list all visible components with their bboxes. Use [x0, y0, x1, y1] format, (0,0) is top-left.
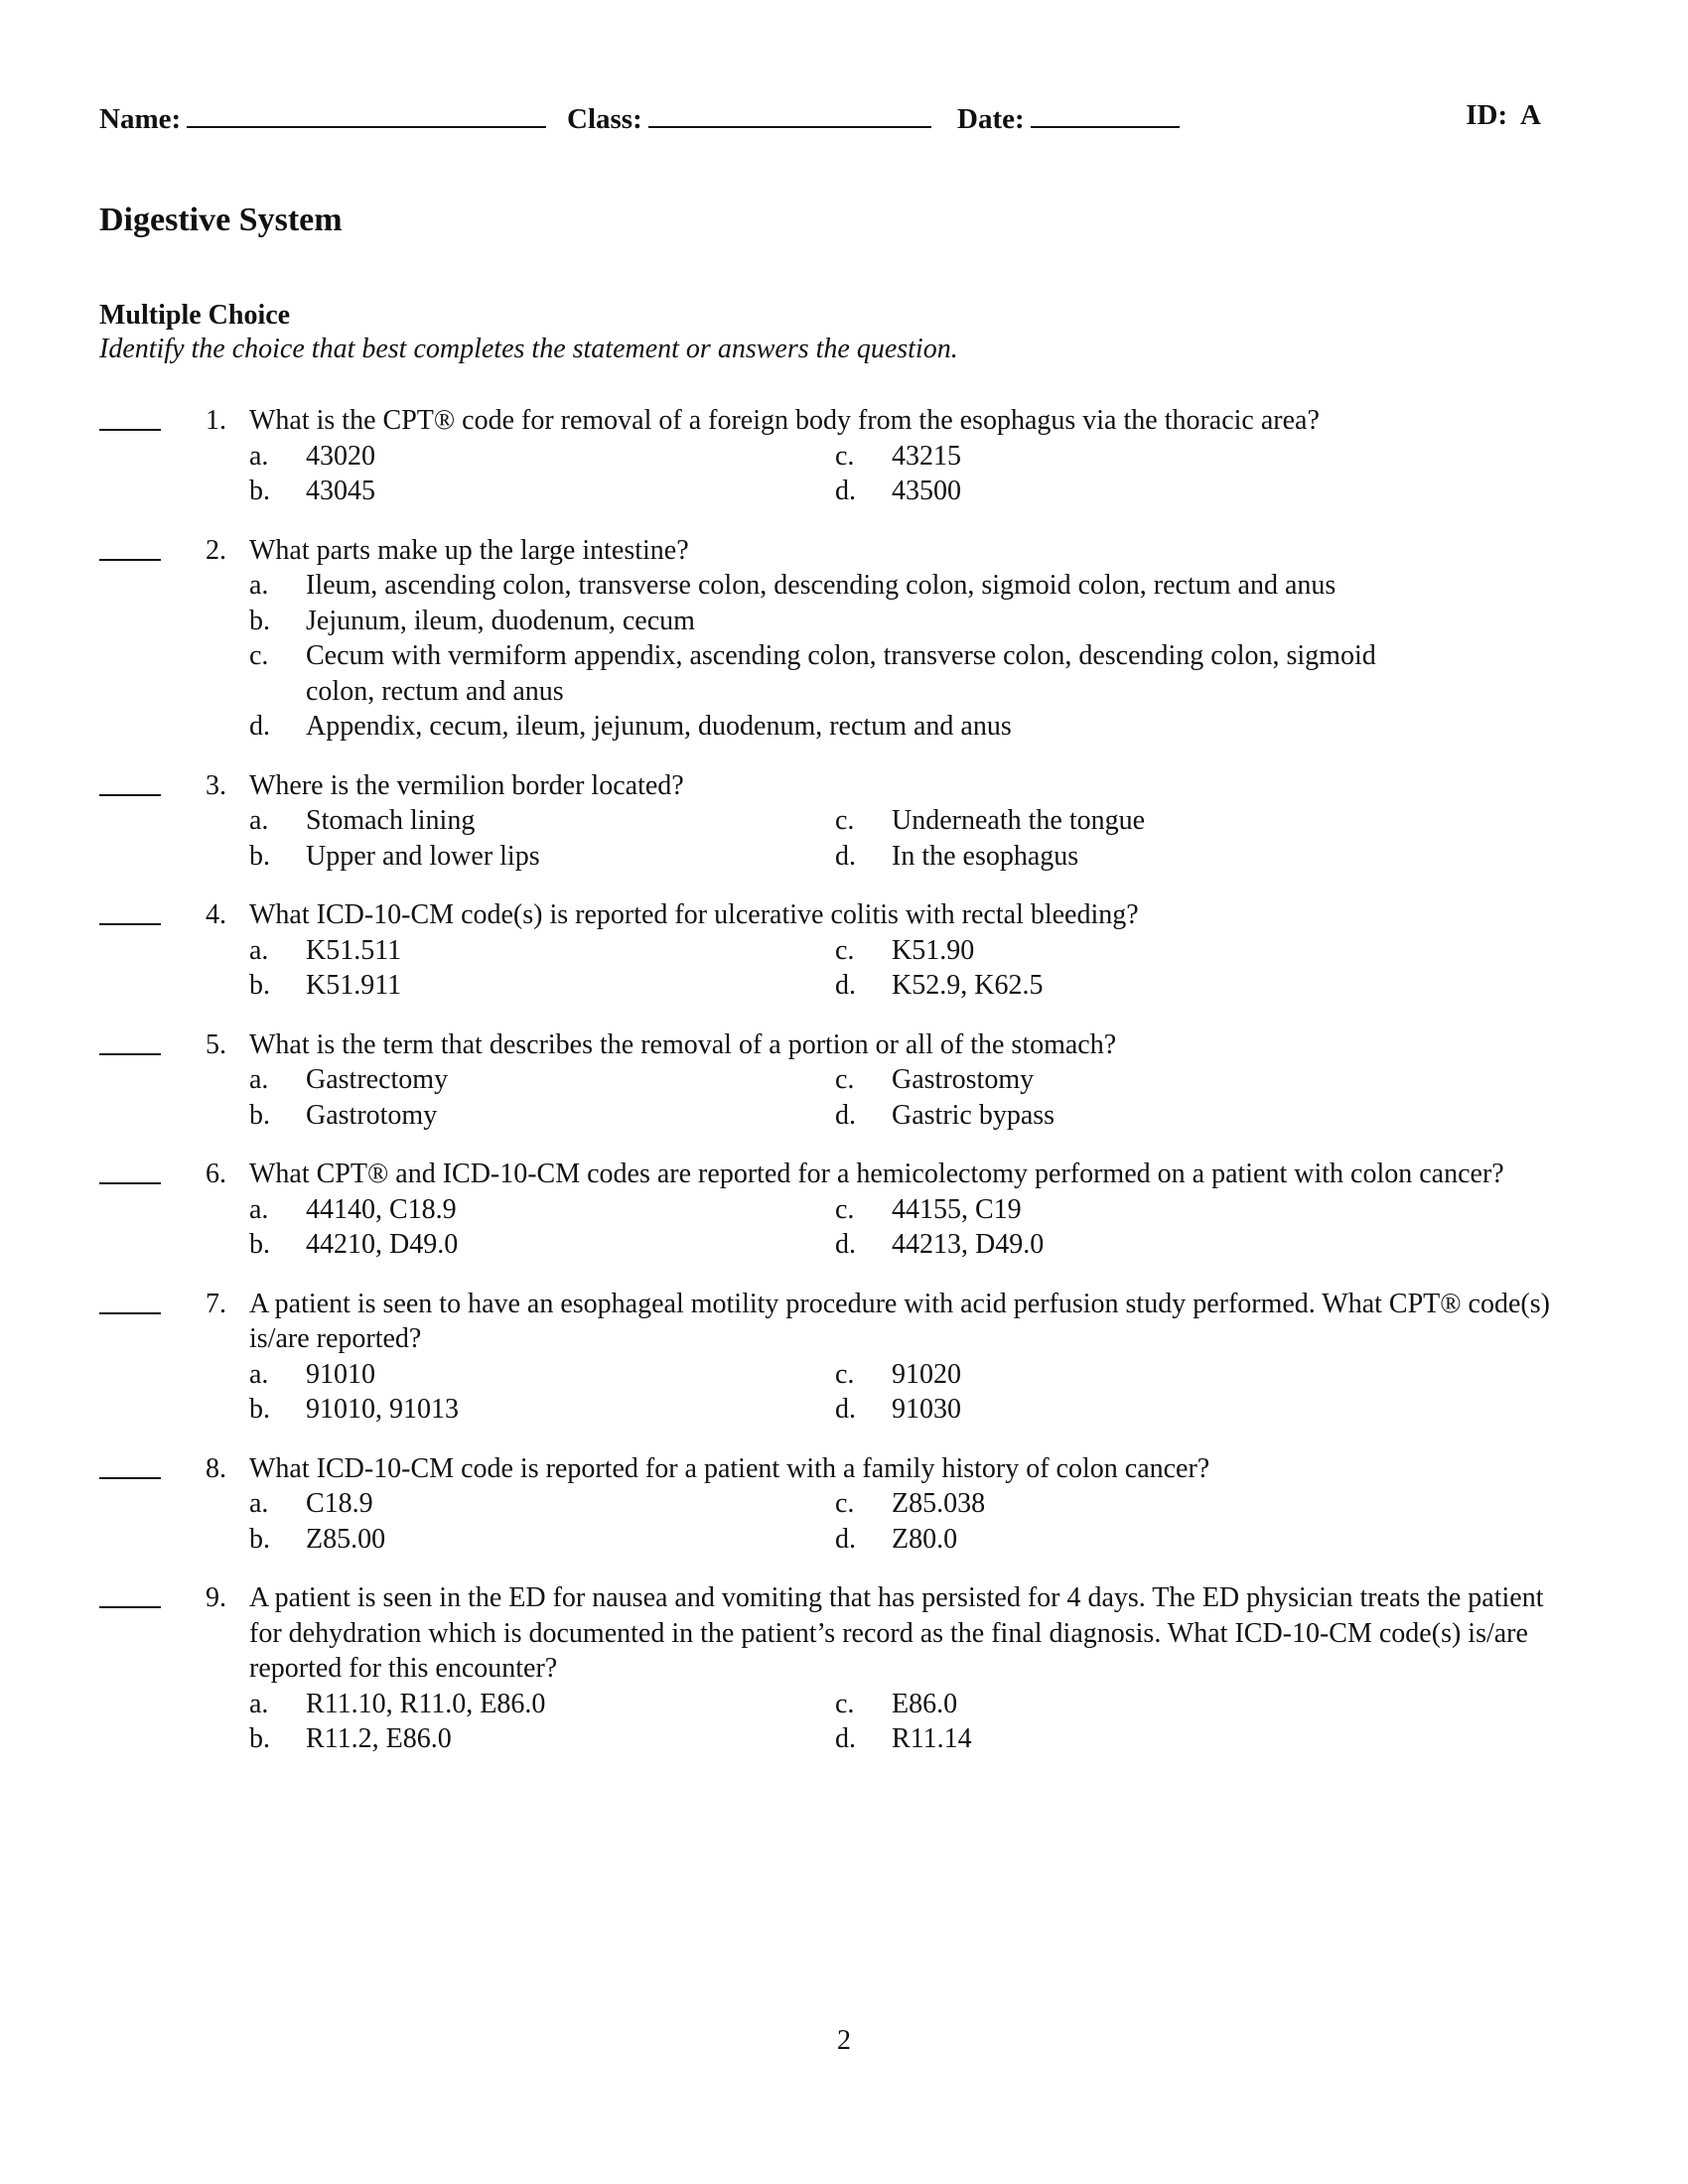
question-number: 3.	[206, 769, 226, 801]
choice-letter: b.	[249, 605, 270, 636]
answer-blank[interactable]	[99, 1580, 161, 1608]
choice-letter: a.	[249, 805, 269, 836]
choice-a[interactable]	[249, 1357, 835, 1393]
question-number: 6.	[206, 1159, 226, 1189]
choice-d[interactable]	[835, 839, 1421, 875]
question-list	[0, 403, 1688, 1781]
question-text: A patient is seen to have an esophageal motility procedure with acid perfusion study performed. What CPT® code(s) is/are reported?	[249, 1288, 1550, 1354]
question-1	[0, 403, 1688, 509]
choice-text: R11.14	[892, 1723, 972, 1754]
choice-letter: b.	[249, 1229, 270, 1260]
choice-letter: a.	[249, 1064, 269, 1095]
choice-text: 91020	[892, 1358, 961, 1390]
choice-text: 44213, D49.0	[892, 1229, 1045, 1260]
choice-letter: d.	[249, 711, 270, 742]
choice-letter: d.	[835, 476, 856, 506]
id-value: A	[1520, 99, 1541, 131]
choice-text: C18.9	[306, 1488, 373, 1519]
choice-text: Z85.038	[892, 1488, 986, 1519]
class-blank-line[interactable]	[648, 99, 931, 128]
question-number: 8.	[206, 1452, 226, 1484]
answer-blank[interactable]	[99, 768, 161, 796]
choice-letter: a.	[249, 440, 269, 472]
section-heading: Multiple Choice	[99, 300, 291, 331]
choices	[249, 1192, 1688, 1263]
choice-text: Gastric bypass	[892, 1099, 1055, 1131]
choice-letter: d.	[835, 840, 856, 872]
choice-letter: b.	[249, 1723, 270, 1754]
question-text: What CPT® and ICD-10-CM codes are reported for a hemicolectomy performed on a patient with colon cancer?	[249, 1159, 1504, 1189]
class-field[interactable]	[567, 99, 931, 136]
choice-text: Underneath the tongue	[892, 805, 1146, 836]
choice-text: Z80.0	[892, 1523, 958, 1555]
section-instruction: Identify the choice that best completes the statement or answers the question.	[99, 334, 958, 364]
answer-blank[interactable]	[99, 897, 161, 925]
choice-letter: d.	[835, 1394, 856, 1425]
choice-c[interactable]	[835, 1192, 1421, 1228]
choice-letter: d.	[835, 1723, 856, 1754]
choice-letter: d.	[835, 1523, 856, 1555]
choice-c[interactable]	[835, 1687, 1421, 1722]
choice-b[interactable]	[249, 839, 835, 875]
choice-letter: a.	[249, 1488, 269, 1519]
question-4	[0, 897, 1688, 1004]
choices	[249, 933, 1688, 1004]
choice-text: E86.0	[892, 1688, 958, 1719]
choice-d[interactable]	[249, 709, 1688, 745]
choice-text: Cecum with vermiform appendix, ascending colon, transverse colon, descending colon, sigmoid colon, rectum and anus	[306, 640, 1376, 707]
choice-text: 43215	[892, 440, 961, 472]
choices	[249, 439, 1688, 509]
choice-d[interactable]	[835, 1227, 1421, 1263]
name-label: Name:	[99, 103, 182, 135]
choice-letter: c.	[835, 1488, 855, 1519]
name-blank-line[interactable]	[187, 99, 546, 128]
choice-letter: c.	[835, 1193, 855, 1225]
choice-letter: c.	[835, 1064, 855, 1095]
answer-blank[interactable]	[99, 403, 161, 431]
question-text: A patient is seen in the ED for nausea and vomiting that has persisted for 4 days. The ED physician treats the patient for dehydration which is documented in the patient’s record as the final diagnosis. What ICD-10-CM code(s) is/are reported for this encounter?	[249, 1582, 1544, 1684]
choice-text: 43045	[306, 476, 375, 506]
answer-blank[interactable]	[99, 533, 161, 561]
choice-c[interactable]	[835, 439, 1421, 475]
question-8	[0, 1451, 1688, 1558]
choice-d[interactable]	[835, 1721, 1421, 1757]
choice-text: Appendix, cecum, ileum, jejunum, duodenum, rectum and anus	[306, 711, 1012, 742]
choice-text: Ileum, ascending colon, transverse colon, descending colon, sigmoid colon, rectum and anus	[306, 570, 1336, 601]
choice-b[interactable]	[249, 1227, 835, 1263]
question-2	[0, 533, 1688, 745]
class-label: Class:	[567, 103, 642, 135]
question-number: 9.	[206, 1582, 226, 1613]
choice-letter: d.	[835, 1099, 856, 1131]
choice-c[interactable]	[249, 638, 1688, 709]
date-label: Date:	[957, 103, 1025, 135]
choice-a[interactable]	[249, 1687, 835, 1722]
choice-a[interactable]	[249, 1062, 835, 1098]
choice-letter: c.	[835, 1358, 855, 1390]
choice-letter: c.	[835, 805, 855, 836]
choice-text: 44155, C19	[892, 1193, 1022, 1225]
choice-text: Jejunum, ileum, duodenum, cecum	[306, 605, 695, 636]
question-number: 2.	[206, 534, 226, 566]
choice-letter: d.	[835, 1229, 856, 1260]
date-blank-line[interactable]	[1031, 99, 1180, 128]
choice-a[interactable]	[249, 568, 1688, 604]
choices	[249, 1486, 1688, 1557]
choice-text: R11.2, E86.0	[306, 1723, 452, 1754]
question-number: 4.	[206, 899, 226, 930]
choice-text: 44140, C18.9	[306, 1193, 457, 1225]
choice-letter: a.	[249, 1358, 269, 1390]
question-number: 1.	[206, 405, 226, 436]
choice-text: K51.911	[306, 970, 402, 1001]
choice-letter: b.	[249, 1523, 270, 1555]
choice-c[interactable]	[835, 1486, 1421, 1522]
choice-text: In the esophagus	[892, 840, 1079, 872]
choice-d[interactable]	[835, 968, 1421, 1004]
choice-b[interactable]	[249, 604, 1688, 639]
choice-c[interactable]	[835, 1357, 1421, 1393]
choice-d[interactable]	[835, 1392, 1421, 1428]
choice-letter: b.	[249, 1394, 270, 1425]
question-text: What ICD-10-CM code is reported for a patient with a family history of colon cancer?	[249, 1452, 1210, 1484]
choice-b[interactable]	[249, 1392, 835, 1428]
question-5	[0, 1027, 1688, 1134]
question-text: What is the CPT® code for removal of a foreign body from the esophagus via the thoracic area?	[249, 405, 1320, 436]
page-number: 2	[837, 2025, 851, 2056]
choice-text: 91030	[892, 1394, 961, 1425]
header-fields	[99, 99, 1541, 139]
choice-d[interactable]	[835, 474, 1421, 509]
name-field[interactable]	[99, 99, 546, 136]
choice-c[interactable]	[835, 803, 1421, 839]
choice-letter: a.	[249, 1193, 269, 1225]
page-title: Digestive System	[99, 202, 343, 238]
choice-a[interactable]	[249, 1486, 835, 1522]
choice-letter: a.	[249, 934, 269, 966]
choice-letter: d.	[835, 970, 856, 1001]
choice-letter: b.	[249, 970, 270, 1001]
choices	[249, 803, 1688, 874]
choice-d[interactable]	[835, 1522, 1421, 1558]
choice-a[interactable]	[249, 1192, 835, 1228]
question-9	[0, 1580, 1688, 1757]
choice-letter: a.	[249, 1688, 269, 1719]
choice-a[interactable]	[249, 439, 835, 475]
choice-text: Gastrotomy	[306, 1099, 438, 1131]
choice-b[interactable]	[249, 474, 835, 509]
question-text: What ICD-10-CM code(s) is reported for ulcerative colitis with rectal bleeding?	[249, 899, 1139, 930]
answer-blank[interactable]	[99, 1451, 161, 1479]
choice-letter: b.	[249, 476, 270, 506]
choice-letter: a.	[249, 570, 269, 601]
choice-c[interactable]	[835, 933, 1421, 969]
choice-b[interactable]	[249, 1522, 835, 1558]
question-number: 5.	[206, 1028, 226, 1060]
question-text: What parts make up the large intestine?	[249, 534, 689, 566]
choice-text: 44210, D49.0	[306, 1229, 459, 1260]
choice-text: Gastrectomy	[306, 1064, 449, 1095]
choice-text: K51.90	[892, 934, 975, 966]
id-field	[1466, 99, 1541, 132]
choice-text: 43500	[892, 476, 961, 506]
question-text: Where is the vermilion border located?	[249, 769, 684, 801]
choice-letter: c.	[835, 934, 855, 966]
question-number: 7.	[206, 1288, 226, 1319]
choice-a[interactable]	[249, 803, 835, 839]
choice-a[interactable]	[249, 933, 835, 969]
choices	[249, 1687, 1688, 1757]
choice-text: 91010	[306, 1358, 375, 1390]
choice-text: K52.9, K62.5	[892, 970, 1044, 1001]
answer-blank[interactable]	[99, 1287, 161, 1314]
date-field[interactable]	[957, 99, 1180, 136]
answer-blank[interactable]	[99, 1157, 161, 1184]
question-3	[0, 768, 1688, 875]
choice-letter: c.	[835, 1688, 855, 1719]
answer-blank[interactable]	[99, 1027, 161, 1055]
choice-text: Stomach lining	[306, 805, 476, 836]
choice-text: Z85.00	[306, 1523, 386, 1555]
choice-d[interactable]	[835, 1098, 1421, 1134]
question-text: What is the term that describes the removal of a portion or all of the stomach?	[249, 1028, 1117, 1060]
choice-letter: c.	[249, 640, 269, 671]
choices	[249, 1062, 1688, 1133]
choice-letter: b.	[249, 1099, 270, 1131]
choice-text: K51.511	[306, 934, 402, 966]
choice-letter: b.	[249, 840, 270, 872]
id-label: ID:	[1466, 99, 1508, 131]
choice-letter: c.	[835, 440, 855, 472]
choice-text: Upper and lower lips	[306, 840, 540, 872]
choice-text: 91010, 91013	[306, 1394, 459, 1425]
choices	[249, 1357, 1688, 1428]
choice-text: Gastrostomy	[892, 1064, 1035, 1095]
choice-text: 43020	[306, 440, 375, 472]
choice-c[interactable]	[835, 1062, 1421, 1098]
question-6	[0, 1157, 1688, 1263]
question-7	[0, 1287, 1688, 1428]
choices	[249, 568, 1688, 745]
choice-b[interactable]	[249, 968, 835, 1004]
choice-b[interactable]	[249, 1721, 835, 1757]
choice-text: R11.10, R11.0, E86.0	[306, 1688, 546, 1719]
choice-b[interactable]	[249, 1098, 835, 1134]
